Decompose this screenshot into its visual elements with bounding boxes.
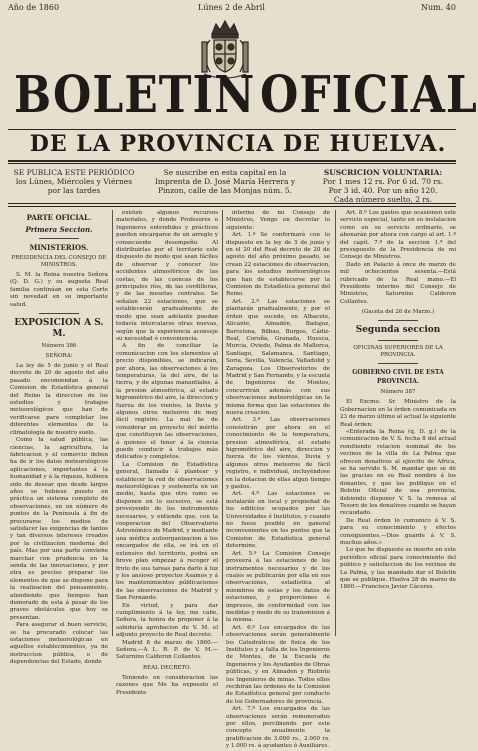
publication-info: SE PUBLICA ESTE PERIÓDICO los Lúnes, Miércoles y Viérnes por las tardes: [13, 168, 135, 195]
column-4: [340, 210, 456, 640]
salutation: SEÑORA:: [45, 353, 73, 360]
paragraph: Art. 3.º Las observaciones consistirán por ahora en el conocimiento de la temperatura, presion atmosférica, el estado higrométrico del aire, direccion y fuerza de los vientos, lluvia y algunos otros meteoros de fácil registro, e individual, incluyéndose en la dotacion de ellas algun tiempo y gastos.: [226, 417, 330, 491]
column-separator: [222, 210, 223, 636]
date-label: Lúnes 2 de Abril: [198, 3, 265, 12]
divider: [8, 129, 456, 130]
section-heading: OFICINAS SUPERIORES DE LA PROVINCIA.: [353, 345, 443, 359]
subscription-prices: [308, 168, 458, 204]
column-2: [116, 210, 218, 696]
paragraph: S. M. la Reina nuestra Señora (Q. D. G.) y su augusta Real familia continúan en esta Corte sin novedad en su importante salud.: [10, 272, 108, 308]
issue-number: Num. 40: [420, 3, 456, 12]
price-line: Cada número suelto, 2 rs.: [333, 195, 433, 204]
masthead-title-right: OFICIAL: [260, 66, 478, 125]
paragraph: En virtud, y para dar cumplimiento á la ley, me cabe, Señora, la honra de proponer á la sabiduría aprobacion de V. M. el adjunto proyecto de Real decreto.: [116, 602, 218, 639]
paragraph: Art. 8.º Los gastos que ocasionen este servicio especial, tanto en su instalacion como en su servicio ordinario, se abonarán por ahora con cargo al art. 1.º del capít. 7.º de la seccion 1.ª del presupuesto de la Presidencia de mi Consejo de Ministros.: [340, 210, 456, 261]
paragraph: A fin de conciliar la comunicacion con los elementos al precio disponibles, se indicarán, por ahora, las observaciones á los temperaturas, la del aire, de la tierra, y de algunas manantiales, á la presion atmosférica, al estado higrométrico del aire, la direccion y fuerza de los vientos, la lluvia y algunos otros meteoros de muy fácil registro. La mal he de considerar un proyecto del mérito que constituyen las observaciones, á quienes el tenor á la ciencia puede conducir á trabajos más delicados y completos.: [116, 343, 218, 461]
paragraph: Art. 6.º Los encargados de las observaciones serán generalmente los Catedráticos de fisica de los Institutos y a falta de los Ingenieros de Montes, de la Escuela de Ingenieros y los Ayudantes de Obras públicas, y en Almaden y Riotinto los Ingenieros de minas. Todos ellos recibirán las órdenes de la Comision de Estadística general por conducto de los Gobernadores de provincia.: [226, 624, 330, 705]
paragraph: De Real órden lo comunico á V. S. para su conocimiento y efectos consiguientes.—Dios guarde á V. S. muchos años.»: [340, 517, 456, 546]
section-heading: Segunda seccion: [355, 325, 441, 336]
paragraph: Madrid 8 de marzo de 1860.—Señora.—A L. R. P. de V. M.—Saturnino Calderon Collantes.: [116, 639, 218, 661]
divider: [378, 363, 418, 364]
divider: [39, 313, 79, 314]
subscription-place: Se suscribe en esta capital en la Imprenta de D. José María Herrera y Pinzon, calle de las Monjas núm. 5.: [154, 168, 296, 195]
source-citation: (Gaceta del 26 de Marzo.): [361, 309, 435, 316]
paragraph: Para asegurar el buen servicio, se ha procurado colocar las estaciones meteorológicas en aquellos establecimientos, ya de instruccion pública, o de dependencias del Estado, donde: [10, 622, 108, 666]
paragraph: interino de mi Consejo de Ministros, Vengo en decretar lo siguiente:: [226, 210, 330, 231]
price-line: Por 1 mes 12 rs. Por 6 id. 70 rs.: [322, 177, 444, 186]
paragraph: «Enterada la Reina (q. D. g.) de la comunicacion de V. S. fecha 8 del actual remitiendo relacion nominal de los vecinos de la villa de La Palma que ofrecen donativos al ejército de Africa, se ha servido S. M. mandar que se dé las gracias en su Real nombre á los donantes, y que las publique en el Boletin Oficial de esa provincia, debiendo disponer V. S. la remesa al Tesoro de los donativos cuando se hayan recaudado.: [340, 428, 456, 517]
divider: [8, 206, 456, 207]
paragraph: Art. 1.º Se conformará con lo dispuesto en la ley de 5 de junio y en el 20 del Real decreto de 20 de agosto del año próximo pasado, se crean 22 estaciones de observacion, para los estudios meteorológicos que han de establecerse por la Comision de Estadística general del Reino.: [226, 232, 330, 298]
divider: [8, 163, 456, 164]
column-3: [226, 210, 330, 750]
paragraph: Dado en Palacio á once de marzo de mil ochocientos sesenta.—Está rubricado de la Real mano.—El Presidente interino del Consejo de Ministros, Saturnino Calderon Collantes.: [340, 261, 456, 305]
paragraph: Art. 2.º Las estaciones se plantarán gradualmente, y por el órden que sucede, en Albacete, Alicante, Almadén, Badajoz, Barcelona, Bilbao, Burgos, Cádiz-Real, Coruña, Granada, Huesca, Murcia, Oviedo, Palma de Mallorca, Santiago, Salamanca, Santiago, Soria, Sevilla, Valencia, Valladolid y Zaragoza. Los Observatorios de Madrid y San Fernando, y la escuela de Ingenieros de Montes, concurrirán además con sus observaciones meteorológicas en la misma forma que las estaciones de nueva creacion.: [226, 298, 330, 416]
divider: [8, 203, 456, 204]
year-label: Año de 1860: [8, 3, 60, 12]
paragraph: Art. 5.º La Comision Consejo proveerá á las estaciones de los instrumentos necesarios y de los cuales se publicarán por ella en sus observaciones, estadística al miembros de estas y los datos de estaciones, y proporciones é impresos, de conformidad con las medidas y modo de su transmision á la misma.: [226, 550, 330, 624]
paragraph: existen algunos recursos materiales, y donde Profesores o Ingenieros entendidos y prácticos pueden encargarse de un arreglo y consecuente desempeño. Al distribuirlas por el territorio este dispuesto de modo que sean fáciles de observar y conocer los accidentes atmosféricos de las costas, de las cuencas de los principales ríos, de las cordilleras, y de las mesetas centrales. Se señalan 22 estaciones, que se establecerán gradualmente de modo que sean adelante puedan todavía intercalarse otras nuevas, según que la experiencia aconseje su necesidad ó conveniencia.: [116, 210, 218, 342]
paragraph: Art. 4.º Las estaciones se instalarán en local y propiedad de los edificios ocupados por las Universidades é Institutos, y cuando no fuese posible en ganeral inconvenientes en los puntos que la Comision de Estadística general determine.: [226, 491, 330, 550]
section-heading: Primera Seccion.: [25, 225, 93, 234]
paragraph: La Comision de Estadística general, llamada á plantear y establecer la red de observaciones meteorológicas y sostenerla en un medio, hasta que otro ramo se disponen en lo sucesivo, se está proveyendo de los instrumentos necesarios, y entiende que, con la cooperacion del Observatorio Astronómico de Madrid, y mediante una médica autoorganizacion á los encargados de ella, se irá en el extensivo del territorio, podrá en breve plan empezar á recoger el fruto de sus tareas para darlo á luz y los ansioso proyectos Asamos y á los mantenimientos públicaciones de las observaciones de Madrid y San Fernando.: [116, 461, 218, 602]
divider: [378, 320, 418, 321]
decree-heading: REAL DECRETO.: [143, 664, 191, 671]
section-heading: PRESIDENCIA DEL CONSEJO DE MINISTROS.: [11, 255, 107, 268]
subscription-title: SUSCRICION VOLUNTARIA:: [323, 168, 443, 177]
section-heading: PARTE OFICIAL.: [26, 213, 92, 222]
paragraph: El Excmo. Sr. Ministro de la Gobernacion en la órden comunicada en 23 de marzo último al actual la siguiente Real órden:: [340, 399, 456, 428]
paragraph: La ley de 5 de junio y el Real decreto de 20 de agosto del año pasado encomiendan á la Comision de Estadística general del Reino la direccion de los estudios y trabajos meteorológicos que han de verificarse para completar los diferentes elementos de la climatología de nuestro suelo.: [10, 363, 108, 436]
column-separator: [335, 210, 336, 636]
column-1: [10, 210, 108, 666]
price-line: Por 3 id. 40. Por un año 120.: [328, 186, 438, 195]
divider: [39, 238, 79, 239]
paragraph: Lo que he dispuesto se inserte en este periódico oficial para conocimiento del público y satisfaccion de los vecinos de La Palma, y las mandado dar el Boletin que se publique. Huelva 28 de marzo de 1860.—Francisco Javier Cáceres.: [340, 547, 456, 591]
masthead-subtitle: DE LA PROVINCIA DE HUELVA.: [29, 131, 447, 157]
article-heading: EXPOSICION A S. M.: [14, 318, 104, 340]
masthead-topline: [8, 3, 456, 15]
divider: [8, 160, 456, 162]
paragraph: Art. 7.º Los encargados de las observaciones serán remunerados por ellos, percibiendo por este concepto anualmente la gratificacion de 3.000 rs., 2.000 rs. y 1.000 rs. á ayudantes ó Auxiliares.: [226, 706, 330, 750]
section-heading: MINISTERIOS.: [29, 243, 89, 252]
divider: [378, 340, 418, 341]
article-number: Número 386: [41, 343, 77, 350]
paragraph: Como la salud pública, las ciencias, la agricultura, la fabricacion y el comercio deben ha de ir los datos meteorológicos aplicaciones, importantes á la humanidad y á la riqueza, hubiera sido de desear que desde largos años se hubiese puesto en práctica un sistema completo de observaciones, en un número de puntos de la Península á fin de procurarse los medios de satisfacer las exigencias de tantos y tan diversos intereses creados por la civilizacion moderna del país. Mas por una parte conviene marchar con prudencia en la senda de las innovaciones, y por otra es preciso preparar los elementos de que se dispone para la realizacion del pensamiento, atendiendo que tiempos han demorado de esta á pesar de los graves obstáculos que hoy se presentan.: [10, 437, 108, 621]
masthead-title-left: BOLETIN: [14, 66, 256, 125]
article-number: Número 387: [380, 389, 416, 396]
paragraph: Teniendo en consideracion las razones que Me ha expuesto el Presidente: [116, 674, 218, 696]
column-separator: [112, 210, 113, 636]
section-heading: GOBIERNO CIVIL DE ESTA PROVINCIA.: [352, 369, 444, 386]
